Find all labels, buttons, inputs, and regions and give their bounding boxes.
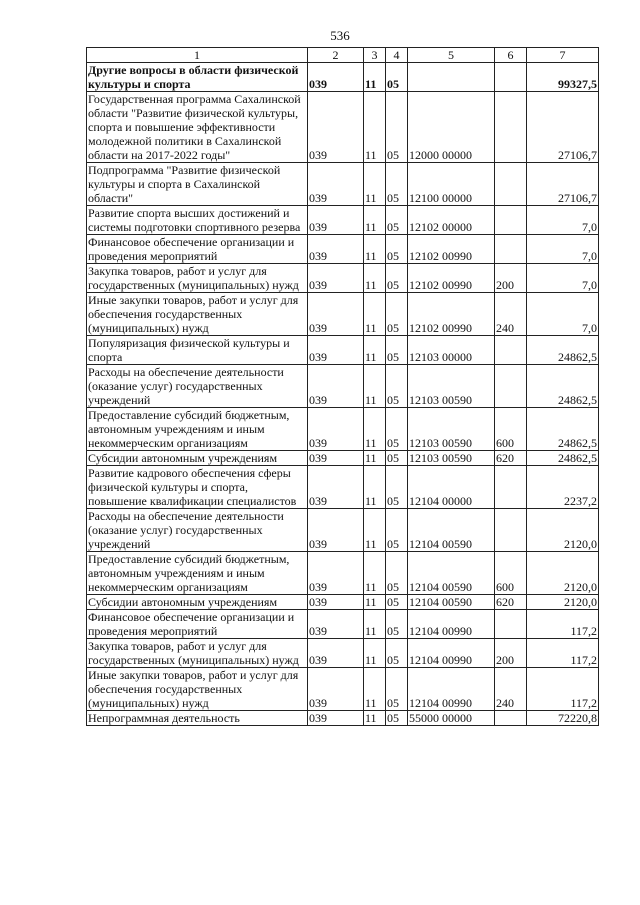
cell-name: Другие вопросы в области физической культуры и спорта bbox=[87, 63, 308, 92]
table-row bbox=[87, 466, 599, 509]
cell-grbs: 039 bbox=[308, 63, 364, 92]
cell-grbs: 039 bbox=[308, 711, 364, 726]
cell-section: 11 bbox=[364, 610, 386, 639]
cell-name: Иные закупки товаров, работ и услуг для обеспечения государственных (муниципальных) нужд bbox=[87, 668, 308, 711]
cell-subsection: 05 bbox=[386, 63, 408, 92]
cell-target-article: 12102 00990 bbox=[408, 293, 495, 336]
budget-table-body bbox=[87, 48, 599, 726]
cell-grbs: 039 bbox=[308, 466, 364, 509]
table-row bbox=[87, 63, 599, 92]
cell-subsection: 05 bbox=[386, 509, 408, 552]
table-row bbox=[87, 509, 599, 552]
cell-grbs: 039 bbox=[308, 668, 364, 711]
cell-target-article bbox=[408, 63, 495, 92]
cell-amount: 117,2 bbox=[527, 639, 599, 668]
cell-section: 11 bbox=[364, 509, 386, 552]
cell-target-article: 12103 00590 bbox=[408, 451, 495, 466]
cell-section: 11 bbox=[364, 595, 386, 610]
column-header-target-article: 5 bbox=[408, 48, 495, 63]
cell-subsection: 05 bbox=[386, 365, 408, 408]
cell-grbs: 039 bbox=[308, 408, 364, 451]
cell-name: Иные закупки товаров, работ и услуг для обеспечения государственных (муниципальных) нужд bbox=[87, 293, 308, 336]
cell-grbs: 039 bbox=[308, 92, 364, 163]
cell-subsection: 05 bbox=[386, 206, 408, 235]
cell-amount: 7,0 bbox=[527, 235, 599, 264]
cell-expense-type bbox=[495, 509, 527, 552]
cell-name: Финансовое обеспечение организации и проведения мероприятий bbox=[87, 235, 308, 264]
cell-grbs: 039 bbox=[308, 235, 364, 264]
cell-amount: 117,2 bbox=[527, 668, 599, 711]
cell-section: 11 bbox=[364, 466, 386, 509]
cell-expense-type: 240 bbox=[495, 293, 527, 336]
column-header-expense-type: 6 bbox=[495, 48, 527, 63]
cell-target-article: 12103 00590 bbox=[408, 365, 495, 408]
cell-name: Государственная программа Сахалинской области "Развитие физической культуры, спорта и повышение эффективности молодежной политики в Сахалинской области на 2017-2022 годы" bbox=[87, 92, 308, 163]
cell-name: Развитие кадрового обеспечения сферы физической культуры и спорта, повышение квалификации специалистов bbox=[87, 466, 308, 509]
cell-subsection: 05 bbox=[386, 466, 408, 509]
table-row bbox=[87, 408, 599, 451]
cell-amount: 24862,5 bbox=[527, 365, 599, 408]
cell-name: Популяризация физической культуры и спорта bbox=[87, 336, 308, 365]
table-row bbox=[87, 206, 599, 235]
table-header-row bbox=[87, 48, 599, 63]
column-header-grbs: 2 bbox=[308, 48, 364, 63]
table-row bbox=[87, 639, 599, 668]
table-row bbox=[87, 293, 599, 336]
cell-target-article: 12104 00590 bbox=[408, 509, 495, 552]
cell-section: 11 bbox=[364, 711, 386, 726]
cell-expense-type: 240 bbox=[495, 668, 527, 711]
cell-section: 11 bbox=[364, 235, 386, 264]
cell-name: Расходы на обеспечение деятельности (оказание услуг) государственных учреждений bbox=[87, 365, 308, 408]
cell-expense-type: 600 bbox=[495, 552, 527, 595]
cell-amount: 7,0 bbox=[527, 206, 599, 235]
cell-name: Развитие спорта высших достижений и системы подготовки спортивного резерва bbox=[87, 206, 308, 235]
cell-expense-type bbox=[495, 466, 527, 509]
cell-amount: 24862,5 bbox=[527, 408, 599, 451]
cell-amount: 27106,7 bbox=[527, 92, 599, 163]
cell-section: 11 bbox=[364, 408, 386, 451]
cell-subsection: 05 bbox=[386, 293, 408, 336]
cell-amount: 24862,5 bbox=[527, 336, 599, 365]
cell-target-article: 12103 00000 bbox=[408, 336, 495, 365]
table-row bbox=[87, 365, 599, 408]
cell-target-article: 12103 00590 bbox=[408, 408, 495, 451]
cell-name: Предоставление субсидий бюджетным, автономным учреждениям и иным некоммерческим организациям bbox=[87, 552, 308, 595]
cell-grbs: 039 bbox=[308, 163, 364, 206]
cell-expense-type bbox=[495, 711, 527, 726]
cell-name: Расходы на обеспечение деятельности (оказание услуг) государственных учреждений bbox=[87, 509, 308, 552]
cell-name: Финансовое обеспечение организации и проведения мероприятий bbox=[87, 610, 308, 639]
cell-expense-type: 200 bbox=[495, 639, 527, 668]
cell-target-article: 12104 00590 bbox=[408, 552, 495, 595]
cell-name: Субсидии автономным учреждениям bbox=[87, 451, 308, 466]
cell-grbs: 039 bbox=[308, 293, 364, 336]
cell-expense-type: 600 bbox=[495, 408, 527, 451]
cell-name: Закупка товаров, работ и услуг для государственных (муниципальных) нужд bbox=[87, 264, 308, 293]
cell-section: 11 bbox=[364, 639, 386, 668]
cell-expense-type: 200 bbox=[495, 264, 527, 293]
cell-grbs: 039 bbox=[308, 610, 364, 639]
cell-subsection: 05 bbox=[386, 552, 408, 595]
cell-target-article: 12100 00000 bbox=[408, 163, 495, 206]
table-row bbox=[87, 235, 599, 264]
cell-grbs: 039 bbox=[308, 639, 364, 668]
cell-subsection: 05 bbox=[386, 595, 408, 610]
table-row bbox=[87, 336, 599, 365]
cell-target-article: 12104 00000 bbox=[408, 466, 495, 509]
cell-section: 11 bbox=[364, 63, 386, 92]
cell-expense-type bbox=[495, 336, 527, 365]
cell-expense-type bbox=[495, 206, 527, 235]
cell-amount: 7,0 bbox=[527, 293, 599, 336]
cell-name: Подпрограмма "Развитие физической культуры и спорта в Сахалинской области" bbox=[87, 163, 308, 206]
cell-section: 11 bbox=[364, 451, 386, 466]
cell-expense-type bbox=[495, 163, 527, 206]
table-row bbox=[87, 552, 599, 595]
cell-expense-type bbox=[495, 92, 527, 163]
column-header-section: 3 bbox=[364, 48, 386, 63]
table-row bbox=[87, 711, 599, 726]
table-row bbox=[87, 668, 599, 711]
cell-section: 11 bbox=[364, 336, 386, 365]
cell-grbs: 039 bbox=[308, 336, 364, 365]
cell-grbs: 039 bbox=[308, 365, 364, 408]
cell-target-article: 12104 00990 bbox=[408, 639, 495, 668]
cell-section: 11 bbox=[364, 293, 386, 336]
cell-target-article: 12000 00000 bbox=[408, 92, 495, 163]
cell-expense-type bbox=[495, 235, 527, 264]
cell-subsection: 05 bbox=[386, 711, 408, 726]
table-row bbox=[87, 451, 599, 466]
cell-amount: 7,0 bbox=[527, 264, 599, 293]
cell-section: 11 bbox=[364, 264, 386, 293]
cell-subsection: 05 bbox=[386, 163, 408, 206]
cell-name: Непрограммная деятельность bbox=[87, 711, 308, 726]
cell-grbs: 039 bbox=[308, 509, 364, 552]
cell-grbs: 039 bbox=[308, 451, 364, 466]
cell-expense-type: 620 bbox=[495, 451, 527, 466]
cell-amount: 2120,0 bbox=[527, 509, 599, 552]
cell-subsection: 05 bbox=[386, 451, 408, 466]
budget-table bbox=[86, 47, 599, 726]
table-row bbox=[87, 92, 599, 163]
cell-amount: 2120,0 bbox=[527, 552, 599, 595]
cell-amount: 117,2 bbox=[527, 610, 599, 639]
table-row bbox=[87, 595, 599, 610]
cell-target-article: 55000 00000 bbox=[408, 711, 495, 726]
cell-expense-type bbox=[495, 63, 527, 92]
cell-section: 11 bbox=[364, 92, 386, 163]
cell-section: 11 bbox=[364, 206, 386, 235]
cell-subsection: 05 bbox=[386, 336, 408, 365]
cell-name: Субсидии автономным учреждениям bbox=[87, 595, 308, 610]
cell-target-article: 12104 00990 bbox=[408, 610, 495, 639]
cell-section: 11 bbox=[364, 668, 386, 711]
cell-section: 11 bbox=[364, 552, 386, 595]
cell-expense-type: 620 bbox=[495, 595, 527, 610]
column-header-amount: 7 bbox=[527, 48, 599, 63]
cell-subsection: 05 bbox=[386, 639, 408, 668]
cell-target-article: 12102 00990 bbox=[408, 235, 495, 264]
cell-amount: 2237,2 bbox=[527, 466, 599, 509]
cell-name: Предоставление субсидий бюджетным, автономным учреждениям и иным некоммерческим организациям bbox=[87, 408, 308, 451]
cell-amount: 27106,7 bbox=[527, 163, 599, 206]
cell-grbs: 039 bbox=[308, 206, 364, 235]
column-header-subsection: 4 bbox=[386, 48, 408, 63]
table-row bbox=[87, 264, 599, 293]
cell-subsection: 05 bbox=[386, 92, 408, 163]
cell-subsection: 05 bbox=[386, 235, 408, 264]
cell-amount: 72220,8 bbox=[527, 711, 599, 726]
cell-grbs: 039 bbox=[308, 595, 364, 610]
cell-target-article: 12104 00590 bbox=[408, 595, 495, 610]
cell-subsection: 05 bbox=[386, 610, 408, 639]
cell-target-article: 12102 00990 bbox=[408, 264, 495, 293]
cell-amount: 2120,0 bbox=[527, 595, 599, 610]
cell-subsection: 05 bbox=[386, 408, 408, 451]
table-row bbox=[87, 163, 599, 206]
cell-subsection: 05 bbox=[386, 668, 408, 711]
cell-grbs: 039 bbox=[308, 552, 364, 595]
cell-target-article: 12102 00000 bbox=[408, 206, 495, 235]
page-number: 536 bbox=[330, 28, 350, 43]
cell-subsection: 05 bbox=[386, 264, 408, 293]
cell-expense-type bbox=[495, 610, 527, 639]
cell-amount: 24862,5 bbox=[527, 451, 599, 466]
cell-grbs: 039 bbox=[308, 264, 364, 293]
cell-name: Закупка товаров, работ и услуг для государственных (муниципальных) нужд bbox=[87, 639, 308, 668]
cell-section: 11 bbox=[364, 163, 386, 206]
cell-section: 11 bbox=[364, 365, 386, 408]
cell-amount: 99327,5 bbox=[527, 63, 599, 92]
table-row bbox=[87, 610, 599, 639]
cell-target-article: 12104 00990 bbox=[408, 668, 495, 711]
column-header-name: 1 bbox=[87, 48, 308, 63]
cell-expense-type bbox=[495, 365, 527, 408]
